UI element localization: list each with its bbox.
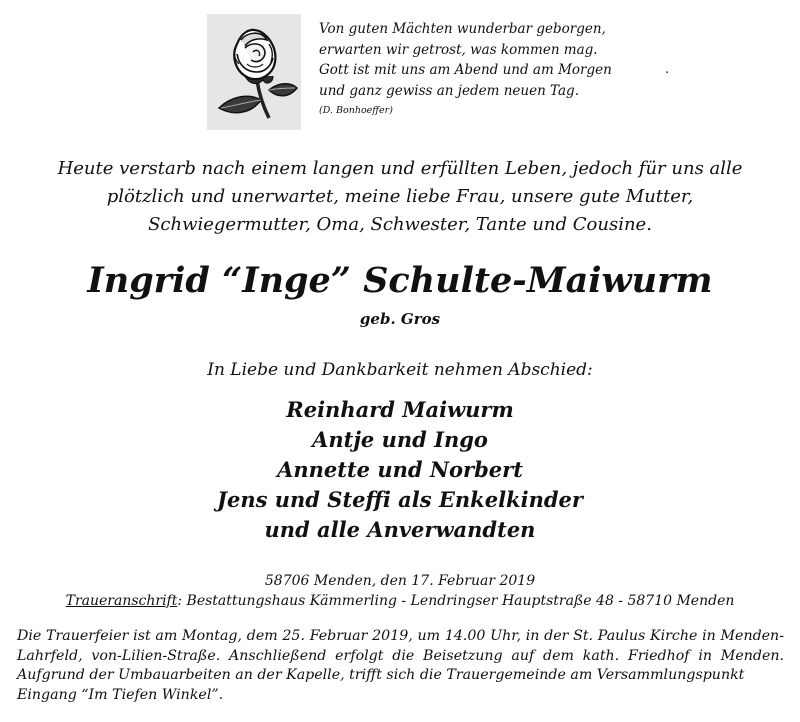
service-info	[17, 627, 784, 706]
poem-line: Von guten Mächten wunderbar geborgen,	[319, 21, 606, 37]
mourner-name: Reinhard Maiwurm	[286, 397, 514, 422]
poem-line: und ganz gewiss an jedem neuen Tag.	[319, 82, 579, 99]
service-line: der Umbauarbeiten an der Kapelle, trifft sich die Trauergemeinde am Versammlungspunkt	[89, 667, 745, 684]
service-line: Die Trauerfeier ist am Montag, dem 25. Februar 2019, um 14.00 Uhr, in der St. Paulus Kirche in Menden-	[17, 628, 784, 644]
birth-name: geb. Gros	[359, 310, 441, 328]
dateline: 58706 Menden, den 17. Februar 2019	[264, 573, 536, 589]
mourner-name: Annette und Norbert	[277, 457, 523, 482]
service-line: Eingang “Im Tiefen Winkel”.	[17, 687, 224, 704]
intro-line: plötzlich und unerwartet, meine liebe Frau, unsere gute Mutter,	[106, 186, 694, 207]
rose-image	[207, 14, 301, 130]
stray-mark: .	[665, 62, 670, 77]
mourners-list	[0, 395, 800, 545]
mourner-name: und alle Anverwandten	[264, 517, 536, 542]
farewell-line: In Liebe und Dankbarkeit nehmen Abschied:	[207, 360, 593, 380]
poem-source: (D. Bonhoeffer)	[319, 105, 393, 116]
mourner-name: Jens und Steffi als Enkelkinder	[217, 487, 583, 512]
mourner-name: Antje und Ingo	[312, 427, 488, 452]
intro-line: Heute verstarb nach einem langen und erfüllten Leben, jedoch für uns alle	[57, 158, 743, 179]
service-line: Lahrfeld, von-Lilien-Straße. Anschließend erfolgt die Beisetzung auf dem kath. Friedhof in Menden. Aufgrund	[17, 647, 784, 684]
poem	[319, 19, 719, 118]
poem-line: Gott ist mit uns am Abend und am Morgen	[319, 62, 612, 78]
mourning-address	[0, 591, 800, 611]
address-label: Traueranschrift	[65, 593, 178, 609]
deceased-name: Ingrid “Inge” Schulte-Maiwurm	[87, 260, 713, 301]
intro-text	[40, 155, 760, 239]
poem-line: erwarten wir getrost, was kommen mag.	[319, 41, 598, 58]
address-text: : Bestattungshaus Kämmerling - Lendringser Hauptstraße 48 - 58710 Menden	[177, 593, 735, 609]
rose-icon	[207, 14, 301, 130]
intro-line: Schwiegermutter, Oma, Schwester, Tante und Cousine.	[148, 214, 652, 235]
